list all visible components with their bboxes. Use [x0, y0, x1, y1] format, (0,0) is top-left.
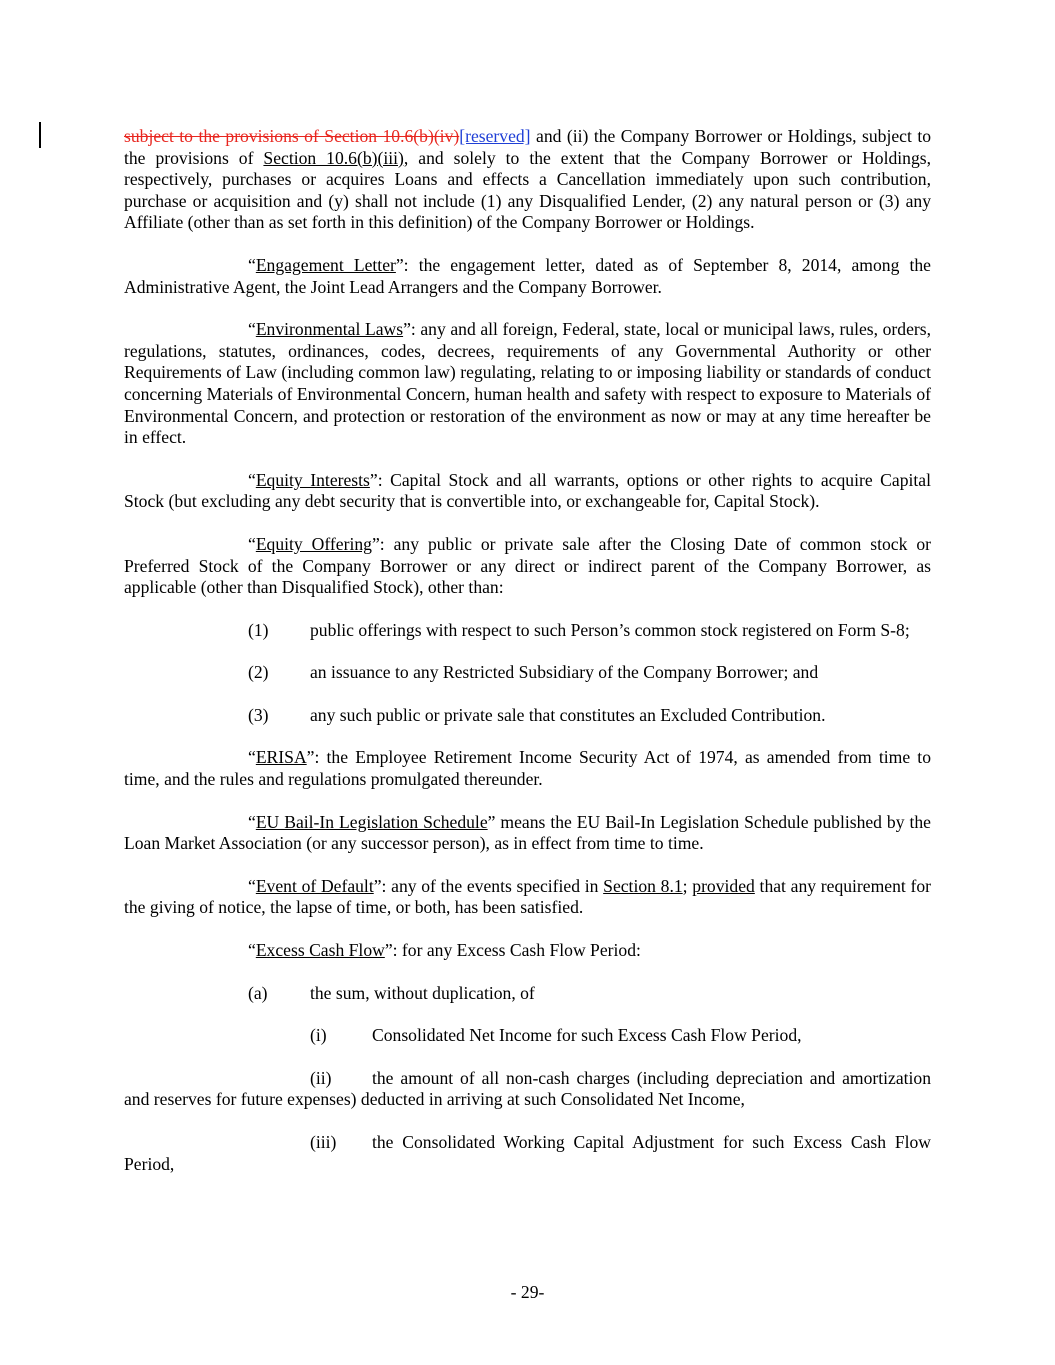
definition-event-of-default: “Event of Default”: any of the events specified in Section 8.1; provided that any requirement for the giving of notice, the lapse of time, or both, has been satisfied.: [124, 875, 932, 918]
defined-term: Event of Default: [255, 875, 374, 896]
deleted-text: subject to the provisions of Section 10.6(b)(iv): [124, 126, 460, 146]
list-item: (2) an issuance to any Restricted Subsidiary of the Company Borrower; and: [248, 662, 819, 683]
proviso: provided: [692, 875, 755, 896]
section-reference: Section 10.6(b)(iii): [263, 147, 404, 168]
list-item: (a) the sum, without duplication, of: [248, 982, 535, 1003]
list-item: (iii) the Consolidated Working Capital Adjustment for such Excess Cash Flow Period,: [124, 1132, 931, 1174]
defined-term: ERISA: [255, 747, 307, 768]
defined-term: EU Bail-In Legislation Schedule: [255, 811, 488, 832]
definition-equity-offering: “Equity Offering”: any public or private sale after the Closing Date of common stock or Preferred Stock of the Company Borrower or any direct or indirect parent of the Company Borrower, as applicable (other than Disqualified Stock), other than:: [124, 533, 931, 598]
list-item: (1) public offerings with respect to such Person’s common stock registered on Form S-8;: [248, 619, 910, 640]
definition-erisa: “ERISA”: the Employee Retirement Income Security Act of 1974, as amended from time to time, and the rules and regulations promulgated thereunder.: [124, 747, 931, 790]
section-reference: Section 8.1: [603, 875, 683, 896]
list-item: (3) any such public or private sale that constitutes an Excluded Contribution.: [248, 704, 826, 725]
list-item: (i) Consolidated Net Income for such Excess Cash Flow Period,: [310, 1025, 802, 1046]
defined-term: Excess Cash Flow: [255, 940, 385, 961]
change-bar: [39, 122, 41, 148]
document-page: [124, 126, 931, 1196]
definition-eu-bail-in: “EU Bail-In Legislation Schedule” means the EU Bail-In Legislation Schedule published by the Loan Market Association (or any successor person), as in effect from time to time.: [124, 811, 931, 854]
inserted-text: [reserved]: [459, 126, 531, 146]
defined-term: Equity Interests: [255, 469, 370, 490]
definition-excess-cash-flow: “Excess Cash Flow”: for any Excess Cash Flow Period:: [248, 940, 641, 961]
page-number: - 29-: [510, 1282, 545, 1302]
list-item: (ii) the amount of all non-cash charges (including depreciation and amortization and reserves for future expenses) deducted in arriving at such Consolidated Net Income,: [124, 1067, 931, 1110]
defined-term: Engagement Letter: [255, 254, 396, 275]
definition-equity-interests: “Equity Interests”: Capital Stock and all warrants, options or other rights to acquire Capital Stock (but excluding any debt security that is convertible into, or exchangeable for, Capital Stock).: [124, 469, 931, 512]
definition-environmental-laws: “Environmental Laws”: any and all foreign, Federal, state, local or municipal laws, rules, orders, regulations, statutes, ordinances, codes, decrees, requirements of any Governmental Authority or other Requirements of Law (including common law) regulating, relating to or imposing liability or standards of conduct concerning Materials of Environmental Concern, human health and safety with respect to exposure to Materials of Environmental Concern, and protection or restoration of the environment as now or may at any time hereafter be in effect.: [124, 319, 931, 448]
defined-term: Equity Offering: [255, 533, 372, 554]
definition-engagement-letter: “Engagement Letter”: the engagement letter, dated as of September 8, 2014, among the Administrative Agent, the Joint Lead Arrangers and the Company Borrower.: [124, 254, 931, 297]
continuation-paragraph: subject to the provisions of Section 10.6(b)(iv)[reserved] and (ii) the Company Borrower or Holdings, subject to the provisions of Section 10.6(b)(iii), and solely to the extent that the Company Borrower or Holdings, respectively, purchases or acquires Loans and effects a Cancellation immediately upon such contribution, purchase or acquisition and (y) shall not include (1) any Disqualified Lender, (2) any natural person or (3) any Affiliate (other than as set forth in this definition) of the Company Borrower or Holdings.: [124, 126, 932, 233]
defined-term: Environmental Laws: [255, 319, 404, 340]
